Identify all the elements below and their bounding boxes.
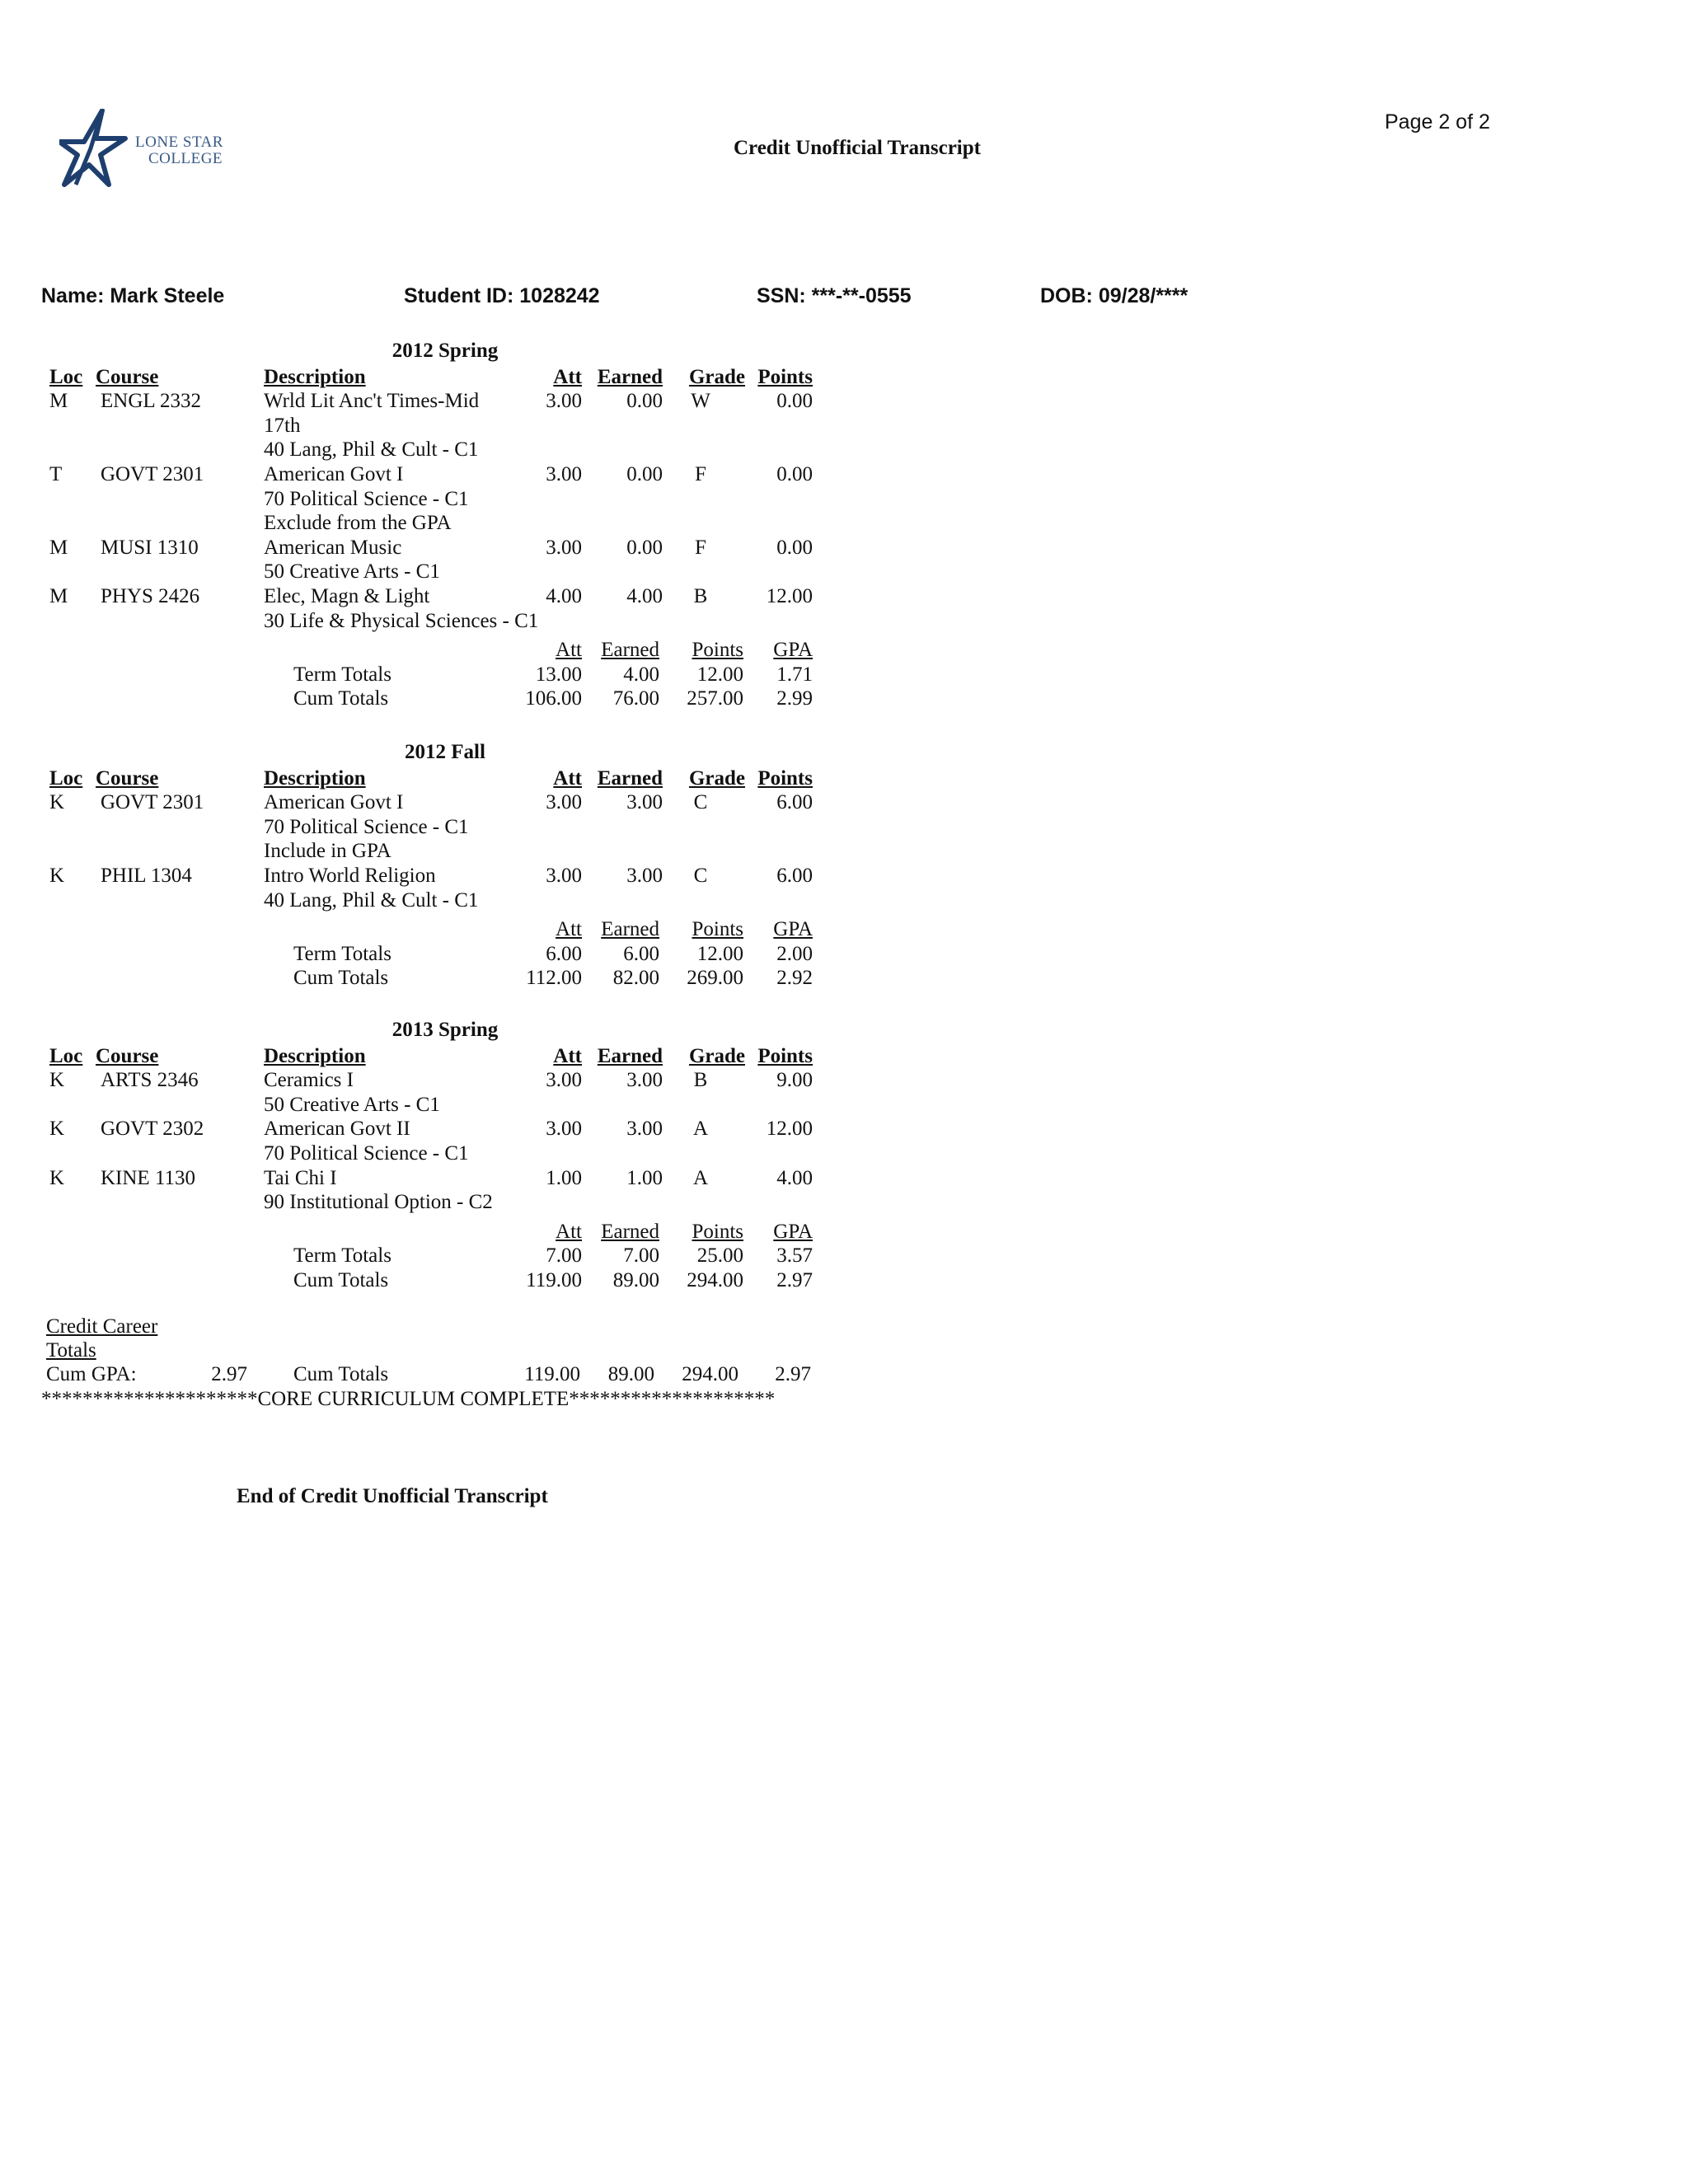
course-att: 3.00 xyxy=(546,791,582,814)
column-header-att: Att xyxy=(553,766,582,790)
course-grade: A xyxy=(692,1166,709,1189)
cum-totals-points: 269.00 xyxy=(687,967,743,990)
course-points: 0.00 xyxy=(776,536,813,559)
course-description-line: American Govt II xyxy=(264,1118,410,1141)
course-att: 4.00 xyxy=(546,585,582,607)
column-header-earned: Earned xyxy=(597,766,663,790)
course-grade: W xyxy=(691,390,710,413)
term-totals-gpa: 3.57 xyxy=(776,1244,813,1268)
term-totals-att: 6.00 xyxy=(546,942,582,965)
course-earned: 3.00 xyxy=(626,865,663,887)
course-code: KINE 1130 xyxy=(101,1166,196,1189)
course-points: 4.00 xyxy=(776,1166,813,1189)
course-loc: M xyxy=(49,585,68,607)
term-totals-label: Term Totals xyxy=(293,1244,392,1268)
course-code: PHYS 2426 xyxy=(101,585,200,607)
course-description-line: 90 Institutional Option - C2 xyxy=(264,1191,493,1214)
course-grade: C xyxy=(693,791,708,814)
term-title: 2013 Spring xyxy=(392,1019,499,1041)
cum-totals-label: Cum Totals xyxy=(293,1269,389,1291)
course-description-line: 70 Political Science - C1 xyxy=(264,487,469,510)
student-id: Student ID: 1028242 xyxy=(404,284,600,307)
course-description-line: Include in GPA xyxy=(264,840,392,863)
course-description-line: Elec, Magn & Light xyxy=(264,585,430,607)
career-totals-label-line-1: Credit Career xyxy=(46,1315,158,1338)
course-code: GOVT 2301 xyxy=(101,463,204,485)
cum-totals-att: 106.00 xyxy=(525,687,582,710)
column-header-loc: Loc xyxy=(49,766,83,790)
term-totals-label: Term Totals xyxy=(293,663,392,686)
document-title: Credit Unofficial Transcript xyxy=(734,137,981,159)
course-description-line: 40 Lang, Phil & Cult - C1 xyxy=(264,888,479,912)
column-header-earned: Earned xyxy=(597,365,663,388)
cum-gpa-label: Cum GPA: xyxy=(46,1363,137,1385)
course-description-line: 17th xyxy=(264,414,301,437)
column-header-points: Points xyxy=(757,1044,813,1067)
totals-header-att: Att xyxy=(556,918,582,941)
course-description-line: 70 Political Science - C1 xyxy=(264,815,469,838)
logo-line-2: COLLEGE xyxy=(148,150,223,167)
totals-header-earned: Earned xyxy=(601,1220,659,1243)
logo-line-1: LONE STAR xyxy=(135,134,223,151)
cum-totals-att: 119.00 xyxy=(526,1269,582,1291)
totals-header-earned: Earned xyxy=(601,639,659,662)
course-points: 6.00 xyxy=(776,865,813,887)
course-description-line: American Music xyxy=(264,536,402,559)
course-att: 3.00 xyxy=(546,1069,582,1092)
course-code: ENGL 2332 xyxy=(101,390,201,413)
course-description-line: 50 Creative Arts - C1 xyxy=(264,560,440,583)
term-totals-points: 25.00 xyxy=(696,1244,743,1268)
course-att: 1.00 xyxy=(546,1166,582,1189)
column-header-att: Att xyxy=(553,365,582,388)
course-description-line: Wrld Lit Anc't Times-Mid xyxy=(264,390,480,413)
cum-totals-earned: 89.00 xyxy=(612,1269,659,1291)
column-header-course: Course xyxy=(96,766,159,790)
course-earned: 4.00 xyxy=(626,585,663,607)
column-header-course: Course xyxy=(96,1044,159,1067)
column-header-course: Course xyxy=(96,365,159,388)
course-earned: 0.00 xyxy=(626,463,663,485)
course-earned: 0.00 xyxy=(626,390,663,413)
course-description-line: Intro World Religion xyxy=(264,865,436,887)
student-ssn: SSN: ***-**-0555 xyxy=(757,284,912,307)
course-description-line: 50 Creative Arts - C1 xyxy=(264,1093,440,1116)
course-earned: 3.00 xyxy=(626,791,663,814)
column-header-earned: Earned xyxy=(597,1044,663,1067)
course-code: GOVT 2302 xyxy=(101,1118,204,1141)
college-logo xyxy=(59,109,241,191)
course-earned: 3.00 xyxy=(626,1118,663,1141)
column-header-description: Description xyxy=(264,365,366,388)
course-grade: F xyxy=(695,536,706,559)
cum-totals-earned: 82.00 xyxy=(612,967,659,990)
course-att: 3.00 xyxy=(546,865,582,887)
career-points: 294.00 xyxy=(682,1363,738,1385)
career-att: 119.00 xyxy=(524,1363,580,1385)
course-att: 3.00 xyxy=(546,390,582,413)
course-points: 6.00 xyxy=(776,791,813,814)
term-title: 2012 Spring xyxy=(392,340,499,362)
term-totals-points: 12.00 xyxy=(696,942,743,965)
course-description-line: 70 Political Science - C1 xyxy=(264,1142,469,1165)
career-gpa: 2.97 xyxy=(775,1363,811,1385)
column-header-description: Description xyxy=(264,1044,366,1067)
course-grade: B xyxy=(693,1069,708,1092)
course-loc: K xyxy=(49,865,65,887)
course-earned: 0.00 xyxy=(626,536,663,559)
course-description-line: American Govt I xyxy=(264,791,404,814)
totals-header-gpa: GPA xyxy=(773,639,813,662)
column-header-grade: Grade xyxy=(688,365,745,388)
course-loc: M xyxy=(49,390,68,413)
column-header-grade: Grade xyxy=(688,1044,745,1067)
cum-totals-label: Cum Totals xyxy=(293,967,389,990)
course-code: GOVT 2301 xyxy=(101,791,204,814)
totals-header-gpa: GPA xyxy=(773,918,813,941)
cum-totals-att: 112.00 xyxy=(526,967,582,990)
cum-gpa-value: 2.97 xyxy=(211,1363,247,1385)
career-cum-totals-label: Cum Totals xyxy=(293,1363,389,1385)
page-number: Page 2 of 2 xyxy=(1385,110,1490,134)
course-loc: K xyxy=(49,791,65,814)
course-loc: K xyxy=(49,1069,65,1092)
course-description-line: Exclude from the GPA xyxy=(264,512,452,535)
course-points: 12.00 xyxy=(766,1118,813,1141)
course-points: 9.00 xyxy=(776,1069,813,1092)
course-code: ARTS 2346 xyxy=(101,1069,199,1092)
column-header-grade: Grade xyxy=(688,766,745,790)
course-description-line: American Govt I xyxy=(264,463,404,485)
term-title: 2012 Fall xyxy=(405,741,485,763)
course-loc: T xyxy=(49,463,63,485)
course-grade: A xyxy=(692,1118,709,1141)
end-of-transcript: End of Credit Unofficial Transcript xyxy=(237,1485,548,1507)
totals-header-gpa: GPA xyxy=(773,1220,813,1243)
totals-header-points: Points xyxy=(692,639,743,662)
column-header-points: Points xyxy=(757,365,813,388)
cum-totals-label: Cum Totals xyxy=(293,687,389,710)
term-totals-earned: 7.00 xyxy=(623,1244,659,1268)
column-header-points: Points xyxy=(757,766,813,790)
totals-header-att: Att xyxy=(556,1220,582,1243)
course-code: PHIL 1304 xyxy=(101,865,192,887)
course-att: 3.00 xyxy=(546,1118,582,1141)
term-totals-points: 12.00 xyxy=(696,663,743,686)
course-att: 3.00 xyxy=(546,536,582,559)
term-totals-earned: 6.00 xyxy=(623,942,659,965)
column-header-loc: Loc xyxy=(49,1044,83,1067)
course-grade: C xyxy=(693,865,708,887)
totals-header-att: Att xyxy=(556,639,582,662)
course-description-line: Tai Chi I xyxy=(264,1166,337,1189)
cum-totals-points: 257.00 xyxy=(687,687,743,710)
course-description-line: Ceramics I xyxy=(264,1069,354,1092)
course-points: 12.00 xyxy=(766,585,813,607)
cum-totals-gpa: 2.99 xyxy=(776,687,813,710)
totals-header-points: Points xyxy=(692,1220,743,1243)
term-totals-att: 13.00 xyxy=(535,663,582,686)
term-totals-att: 7.00 xyxy=(546,1244,582,1268)
student-dob: DOB: 09/28/**** xyxy=(1040,284,1189,307)
course-description-line: 30 Life & Physical Sciences - C1 xyxy=(264,609,539,632)
career-totals-label-line-2: Totals xyxy=(46,1339,96,1361)
student-name: Name: Mark Steele xyxy=(41,284,225,307)
course-grade: F xyxy=(695,463,706,485)
course-earned: 3.00 xyxy=(626,1069,663,1092)
course-points: 0.00 xyxy=(776,463,813,485)
term-totals-gpa: 1.71 xyxy=(776,663,813,686)
course-loc: K xyxy=(49,1118,65,1141)
course-earned: 1.00 xyxy=(626,1166,663,1189)
cum-totals-gpa: 2.97 xyxy=(776,1269,813,1291)
column-header-att: Att xyxy=(553,1044,582,1067)
cum-totals-earned: 76.00 xyxy=(612,687,659,710)
term-totals-label: Term Totals xyxy=(293,942,392,965)
column-header-loc: Loc xyxy=(49,365,83,388)
term-totals-earned: 4.00 xyxy=(623,663,659,686)
course-grade: B xyxy=(693,585,708,607)
career-earned: 89.00 xyxy=(607,1363,654,1385)
column-header-description: Description xyxy=(264,766,366,790)
course-code: MUSI 1310 xyxy=(101,536,199,559)
cum-totals-points: 294.00 xyxy=(687,1269,743,1291)
course-loc: M xyxy=(49,536,68,559)
course-loc: K xyxy=(49,1166,65,1189)
term-totals-gpa: 2.00 xyxy=(776,942,813,965)
star-icon xyxy=(59,109,129,188)
cum-totals-gpa: 2.92 xyxy=(776,967,813,990)
totals-header-earned: Earned xyxy=(601,918,659,941)
course-description-line: 40 Lang, Phil & Cult - C1 xyxy=(264,438,479,462)
course-att: 3.00 xyxy=(546,463,582,485)
core-curriculum-note: *********************CORE CURRICULUM COMPLETE******************** xyxy=(41,1388,776,1410)
totals-header-points: Points xyxy=(692,918,743,941)
course-points: 0.00 xyxy=(776,390,813,413)
